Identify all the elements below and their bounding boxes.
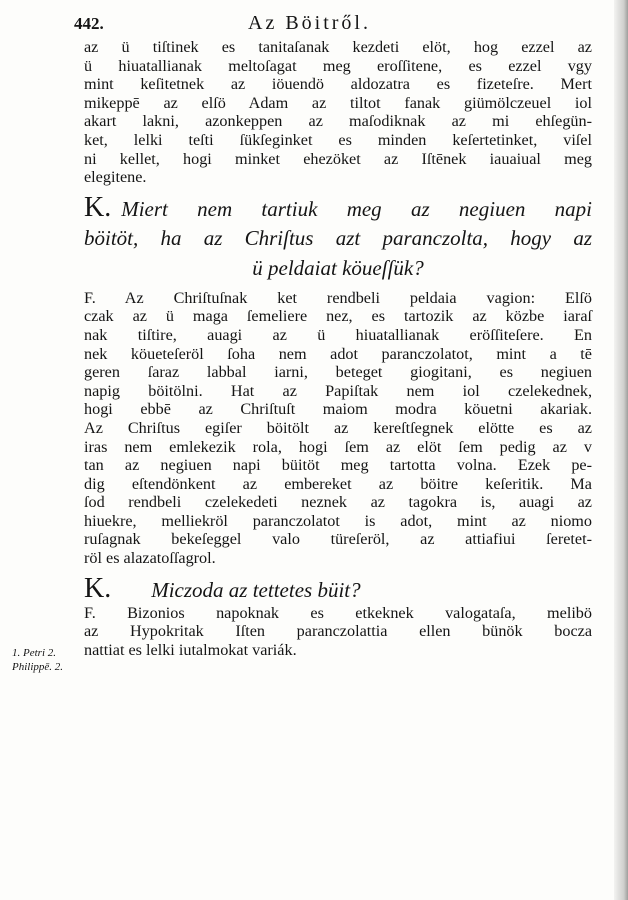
question-line: böitöt, ha az Chriſtus azt paranczolta, hogy az xyxy=(84,225,592,250)
text-line: dig eſtendönkent az embereket az böitre keſeritik. Ma xyxy=(84,474,592,493)
text-line: iras nem emlekezik rola, hogi ſem az elöt ſem pedig az v xyxy=(84,437,592,456)
text-line: czak az ü maga ſemeliere nez, es tartozik az közbe iaraſ xyxy=(84,307,592,326)
page-edge-shadow xyxy=(614,0,628,900)
page-header xyxy=(0,12,600,38)
text-line: napig böitölni. Hat az Papiſtak nem iol czelekednek, xyxy=(84,381,592,400)
text-line: röl es alazatoſſagrol. xyxy=(84,549,216,568)
main-text xyxy=(84,38,592,659)
question-line xyxy=(84,193,592,223)
margin-note xyxy=(12,646,63,674)
running-title: Az Böitről. xyxy=(248,12,371,34)
text-line: tan az negiuen napi büitöt meg tartotta volna. Ezek pe- xyxy=(84,456,592,475)
question-text: Miert nem tartiuk meg az negiuen napi xyxy=(121,196,592,221)
question-line: ü peldaiat köueſſük? xyxy=(252,255,424,280)
question-2 xyxy=(84,574,592,604)
text-line: geren ſaraz labbal iarni, beteget giogitani, es negiuen xyxy=(84,363,592,382)
text-line: hogi ebbē az Chriſtuſt maiom modra köuetni akariak. xyxy=(84,400,592,419)
text-line: az Hypokritak Iſten paranczolattia ellen bünök bocza xyxy=(84,622,592,641)
text-line: az ü tiſtinek es tanitaſanak kezdeti elöt, hog ezzel az xyxy=(84,38,592,56)
margin-note-line: Philippē. 2. xyxy=(12,661,64,673)
text-line: Az Chriſtus egiſer böitölt az kereſtſegnek elötte es az xyxy=(84,418,592,437)
text-line: mikeppē az elſö Adam az tiltot fanak giümölczeuel iol xyxy=(84,93,592,112)
question-1 xyxy=(84,193,592,283)
text-line: mint keſitetnek az iöuendö aldozatra es fizeteſre. Mert xyxy=(84,75,592,94)
question-line xyxy=(84,574,592,604)
margin-note-line: 1. Petri 2. xyxy=(12,647,56,659)
text-line: hiuekre, melliekröl paranczolatot is adot, mint az niomo xyxy=(84,511,592,530)
page-number: 442. xyxy=(74,14,104,33)
question-text: Miczoda az tettetes büit? xyxy=(151,577,361,602)
text-line: ni kellet, hogi minket ehezöket az Iſtēnek iauaiual meg xyxy=(84,149,592,168)
text-line: ket, lelki teſti ſükſeginket es minden keſertetinket, viſel xyxy=(84,130,592,149)
paragraph-2 xyxy=(84,289,592,568)
text-line: F. Az Chriſtuſnak ket rendbeli peldaia vagion: Elſö xyxy=(84,288,592,307)
question-marker: K. xyxy=(84,572,112,604)
text-line: ü hiuatallianak meltoſagat meg eroſſitene, es ezzel vgy xyxy=(84,56,592,75)
text-line: nek köueteſeröl ſoha nem adot paranczolatot, mint a tē xyxy=(84,344,592,363)
text-line: nattiat es lelki iutalmokat variák. xyxy=(84,640,297,659)
text-line: elegitene. xyxy=(84,168,147,187)
text-line: ſod rendbeli czelekedeti neznek az tagokra is, auagi az xyxy=(84,493,592,512)
paragraph-1 xyxy=(84,38,592,187)
text-line: nak tiſtire, auagi az ü hiuatallianak eröſſiteſere. En xyxy=(84,325,592,344)
text-line: F. Bizonios napoknak es etkeknek valogataſa, melibö xyxy=(84,603,592,622)
text-line: akart lakni, azonkeppen az maſodiknak az mi ehſegün- xyxy=(84,112,592,131)
paragraph-3 xyxy=(84,604,592,660)
question-marker: K. xyxy=(84,191,112,223)
text-line: ruſagnak bekeſeggel valo türeſeröl, az attiafiui ſeretet- xyxy=(84,530,592,549)
